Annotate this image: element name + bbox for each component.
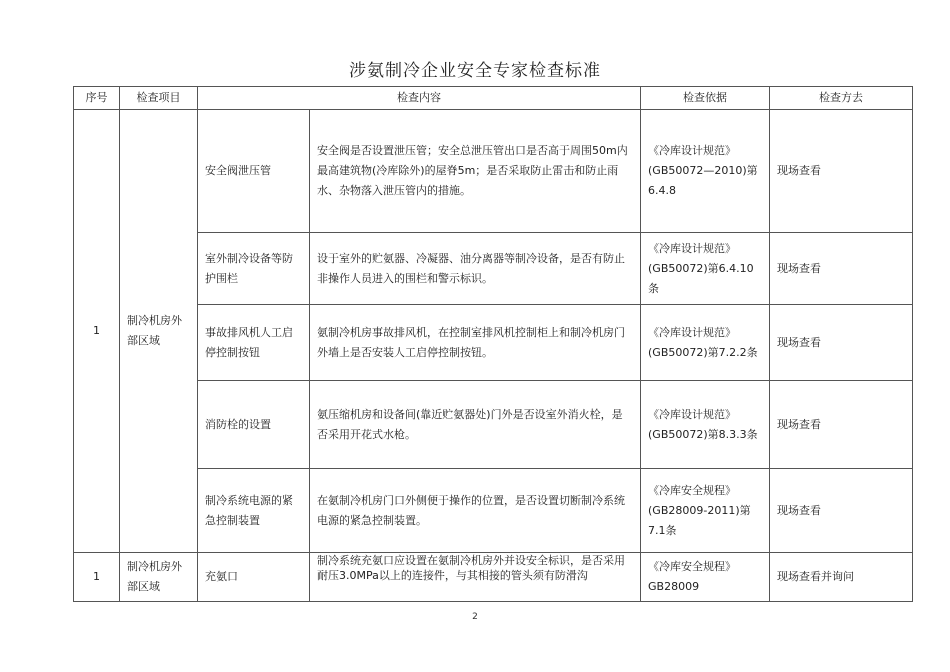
- header-no: 序号: [74, 87, 120, 110]
- area-cell: 制冷机房外部区域: [120, 553, 198, 602]
- row-number: 1: [74, 553, 120, 602]
- inspection-table: [73, 86, 913, 602]
- area-cell: 制冷机房外部区域: [120, 110, 198, 553]
- document-title: 涉氨制冷企业安全专家检查标准: [349, 61, 601, 81]
- content-cell: 氨制冷机房事故排风机，在控制室排风机控制柜上和制冷机房门外墙上是否安装人工启停控制按钮。: [310, 305, 641, 381]
- content-cell: 安全阀是否设置泄压管；安全总泄压管出口是否高于周围50m内最高建筑物(冷库除外)的屋脊5m；是否采取防止雷击和防止雨水、杂物落入泄压管内的措施。: [310, 110, 641, 233]
- content-cell: [310, 553, 641, 602]
- table-header-row: [74, 87, 913, 110]
- table-row: [74, 381, 913, 469]
- content-cell: 在氨制冷机房门口外侧便于操作的位置，是否设置切断制冷系统电源的紧急控制装置。: [310, 469, 641, 553]
- item-cell: 安全阀泄压管: [198, 110, 310, 233]
- item-cell: 制冷系统电源的紧急控制装置: [198, 469, 310, 553]
- header-basis: 检查依据: [641, 87, 770, 110]
- basis-cell: 《冷库安全规程》GB28009: [641, 553, 770, 602]
- item-cell: 消防栓的设置: [198, 381, 310, 469]
- method-cell: 现场查看: [770, 381, 913, 469]
- header-content: 检查内容: [198, 87, 641, 110]
- table-row: [74, 110, 913, 233]
- basis-cell: 《冷库设计规范》(GB50072—2010)第6.4.8: [641, 110, 770, 233]
- basis-cell: 《冷库设计规范》(GB50072)第6.4.10条: [641, 233, 770, 305]
- item-cell: 室外制冷设备等防护围栏: [198, 233, 310, 305]
- row-number: 1: [74, 110, 120, 553]
- table-row: [74, 553, 913, 602]
- table-row: [74, 469, 913, 553]
- basis-cell: 《冷库设计规范》(GB50072)第7.2.2条: [641, 305, 770, 381]
- method-cell: 现场查看: [770, 469, 913, 553]
- method-cell: 现场查看并询问: [770, 553, 913, 602]
- header-method: 检查方去: [770, 87, 913, 110]
- method-cell: 现场查看: [770, 305, 913, 381]
- table-row: [74, 233, 913, 305]
- page-number: 2: [472, 612, 478, 622]
- item-cell: 事故排风机人工启停控制按钮: [198, 305, 310, 381]
- table-row: [74, 305, 913, 381]
- content-cell-text: 制冷系统充氨口应设置在氨制冷机房外并设安全标识，是否采用耐压3.0MPa以上的连接件，与其相接的管头须有防滑沟: [317, 554, 625, 582]
- method-cell: 现场查看: [770, 110, 913, 233]
- method-cell: 现场查看: [770, 233, 913, 305]
- content-cell: 氨压缩机房和设备间(靠近贮氨器处)门外是否设室外消火栓，是否采用开花式水枪。: [310, 381, 641, 469]
- basis-cell: 《冷库安全规程》(GB28009-2011)第7.1条: [641, 469, 770, 553]
- item-cell: 充氨口: [198, 553, 310, 602]
- basis-cell: 《冷库设计规范》(GB50072)第8.3.3条: [641, 381, 770, 469]
- header-item: 检查项目: [120, 87, 198, 110]
- content-cell: 设于室外的贮氨器、冷凝器、油分离器等制冷设备，是否有防止非操作人员进入的围栏和警示标识。: [310, 233, 641, 305]
